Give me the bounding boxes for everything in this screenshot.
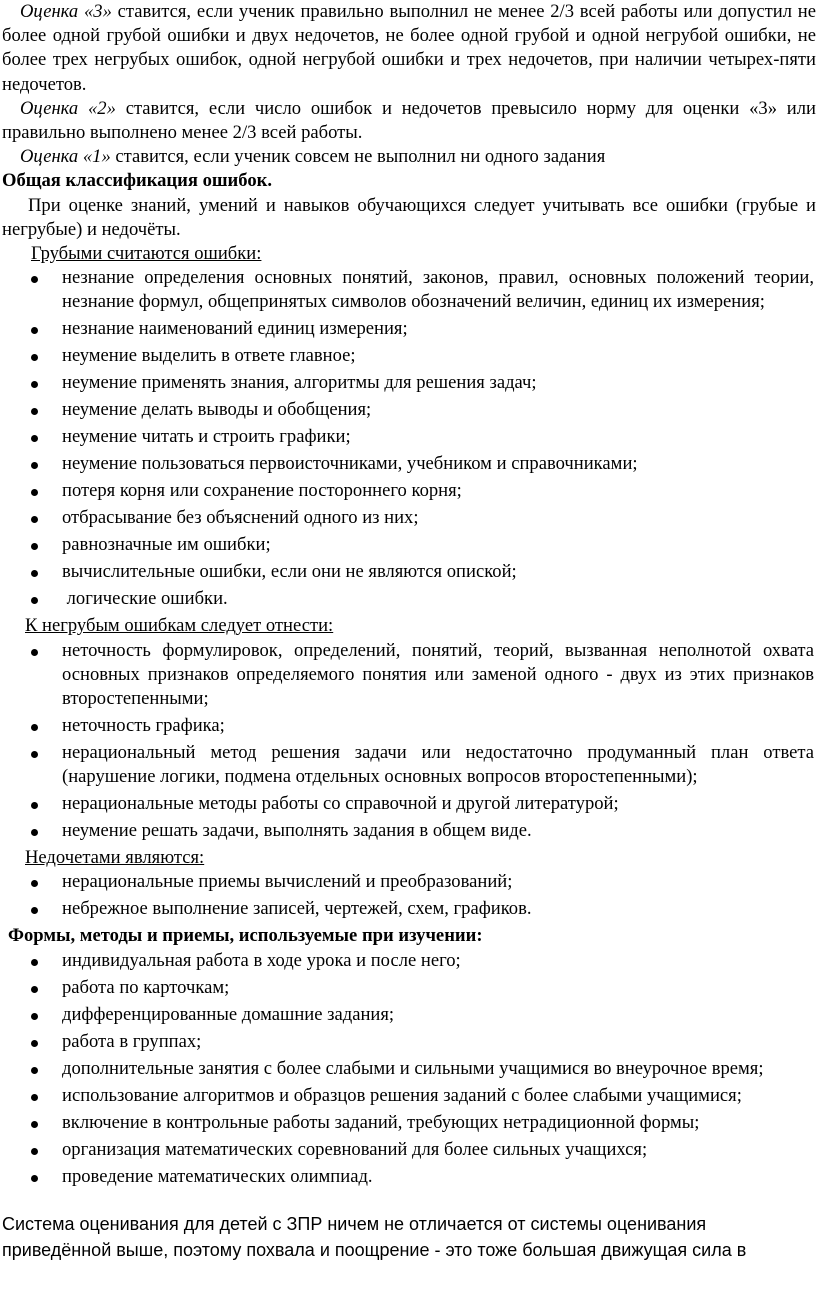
list-item	[2, 1165, 816, 1189]
bullet-icon	[31, 570, 38, 577]
flaws-title: Недочетами являются:	[25, 847, 205, 869]
bullet-icon	[31, 802, 38, 809]
list-item	[2, 1003, 816, 1027]
bullet-icon	[31, 354, 38, 361]
bullet-icon	[31, 649, 38, 656]
list-item	[2, 897, 816, 921]
grade-1-paragraph	[2, 145, 816, 169]
list-item	[2, 371, 816, 395]
bullet-icon	[31, 1040, 38, 1047]
list-item	[2, 266, 816, 314]
bullet-icon	[31, 751, 38, 758]
methods-heading: Формы, методы и приемы, используемые при изучении:	[8, 925, 483, 947]
list-item	[2, 1084, 816, 1108]
closing-paragraph: Система оценивания для детей с ЗПР ничем не отличается от системы оценивания приведённой выше, поэтому похвала и поощрение - это тоже большая движущая сила в	[2, 1213, 747, 1260]
flaws-title-row	[2, 846, 816, 870]
bullet-icon	[31, 986, 38, 993]
list-item-text: небрежное выполнение записей, чертежей, схем, графиков.	[62, 898, 532, 920]
bullet-icon	[31, 1148, 38, 1155]
minor-errors-title: К негрубым ошибкам следует отнести:	[25, 615, 334, 637]
list-item	[2, 639, 816, 712]
grade-text: ставится, если ученик совсем не выполнил ни одного задания	[110, 146, 606, 168]
list-item-text: незнание определения основных понятий, законов, правил, основных положений теории, незнание формул, общепринятых символов обозначений величин, единиц их измерения;	[62, 267, 814, 313]
list-item-text: неточность формулировок, определений, понятий, теорий, вызванная неполнотой охвата основных признаков определяемого понятия или заменой одного - двух из этих признаков второстепенными;	[62, 639, 814, 710]
grade-label: Оценка «3»	[20, 1, 112, 22]
list-item	[2, 479, 816, 503]
list-item-text: неумение решать задачи, выполнять задания в общем виде.	[62, 820, 532, 842]
list-item	[2, 741, 816, 789]
list-item	[2, 398, 816, 422]
list-item	[2, 1030, 816, 1054]
grade-label: Оценка «2»	[20, 97, 116, 119]
list-item	[2, 452, 816, 476]
list-item-text: нерациональные методы работы со справочной и другой литературой;	[62, 793, 619, 815]
grade-text: ставится, если число ошибок и недочетов превысило норму для оценки «3» или правильно выполнено менее 2/3 всей работы.	[2, 97, 816, 144]
grade-label: Оценка «1»	[20, 146, 111, 168]
bullet-icon	[31, 489, 38, 496]
list-item-text: равнозначные им ошибки;	[62, 534, 271, 556]
list-item-text: неумение применять знания, алгоритмы для решения задач;	[62, 372, 537, 394]
list-item-text: неумение читать и строить графики;	[62, 426, 351, 448]
methods-list	[2, 949, 816, 1189]
list-item	[2, 425, 816, 449]
list-item	[2, 949, 816, 973]
list-item-text: использование алгоритмов и образцов решения заданий с более слабыми учащимися;	[62, 1084, 742, 1106]
list-item	[2, 1138, 816, 1162]
bullet-icon	[31, 880, 38, 887]
bullet-icon	[31, 1094, 38, 1101]
minor-errors-list	[2, 639, 816, 844]
list-item	[2, 819, 816, 843]
gross-errors-title-row	[2, 242, 816, 266]
list-item	[2, 587, 816, 611]
list-item-text: неумение пользоваться первоисточниками, учебником и справочниками;	[62, 453, 638, 475]
bullet-icon	[31, 408, 38, 415]
bullet-icon	[31, 1175, 38, 1182]
grade-2-paragraph	[2, 97, 816, 145]
list-item	[2, 560, 816, 584]
list-item-text: неточность графика;	[62, 715, 225, 737]
gross-errors-title: Грубыми считаются ошибки:	[31, 243, 262, 265]
bullet-icon	[31, 276, 38, 283]
flaws-list	[2, 870, 816, 921]
bullet-icon	[31, 381, 38, 388]
bullet-icon	[31, 959, 38, 966]
list-item-text: логические ошибки.	[62, 588, 228, 610]
list-item	[2, 870, 816, 894]
bullet-icon	[31, 1067, 38, 1074]
bullet-icon	[31, 435, 38, 442]
classification-heading: Общая классификация ошибок.	[2, 170, 272, 192]
bullet-icon	[31, 327, 38, 334]
gross-errors-list	[2, 266, 816, 611]
bullet-icon	[31, 907, 38, 914]
bullet-icon	[31, 829, 38, 836]
list-item-text: нерациональный метод решения задачи или недостаточно продуманный план ответа (нарушение логики, подмена отдельных основных вопросов второстепенными);	[62, 742, 814, 788]
list-item	[2, 506, 816, 530]
list-item-text: работа в группах;	[62, 1030, 202, 1052]
bullet-icon	[31, 516, 38, 523]
bullet-icon	[31, 597, 38, 604]
list-item-text: незнание наименований единиц измерения;	[62, 318, 408, 340]
grade-text: ставится, если ученик правильно выполнил не менее 2/3 всей работы или допустил не более одной грубой ошибки и двух недочетов, не более одной грубой и одной негрубой ошибки, не более трех негрубых ошибок, одной негрубой ошибки и трех недочетов, при наличии четырех-пяти недочетов.	[2, 1, 816, 95]
minor-errors-title-row	[2, 614, 816, 638]
list-item-text: включение в контрольные работы заданий, требующих нетрадиционной формы;	[62, 1111, 700, 1133]
list-item-text: неумение выделить в ответе главное;	[62, 345, 356, 367]
list-item-text: неумение делать выводы и обобщения;	[62, 399, 372, 421]
list-item	[2, 792, 816, 816]
classification-intro: При оценке знаний, умений и навыков обучающихся следует учитывать все ошибки (грубые и негрубые) и недочёты.	[2, 194, 816, 240]
list-item	[2, 976, 816, 1000]
list-item-text: организация математических соревнований для более сильных учащихся;	[62, 1138, 648, 1160]
list-item-text: индивидуальная работа в ходе урока и после него;	[62, 949, 461, 971]
bullet-icon	[31, 1121, 38, 1128]
bullet-icon	[31, 543, 38, 550]
list-item-text: дополнительные занятия с более слабыми и сильными учащимися во внеурочное время;	[62, 1057, 764, 1079]
list-item	[2, 344, 816, 368]
list-item-text: нерациональные приемы вычислений и преобразований;	[62, 871, 513, 893]
list-item	[2, 714, 816, 738]
bullet-icon	[31, 724, 38, 731]
list-item	[2, 1111, 816, 1135]
list-item-text: дифференцированные домашние задания;	[62, 1003, 395, 1025]
bullet-icon	[31, 1013, 38, 1020]
grade-3-paragraph	[2, 0, 816, 97]
list-item-text: работа по карточкам;	[62, 976, 230, 998]
list-item-text: вычислительные ошибки, если они не являются опиской;	[62, 561, 517, 583]
list-item	[2, 1057, 816, 1081]
list-item-text: потеря корня или сохранение постороннего корня;	[62, 480, 462, 502]
list-item-text: проведение математических олимпиад.	[62, 1165, 373, 1187]
bullet-icon	[31, 462, 38, 469]
list-item	[2, 317, 816, 341]
list-item-text: отбрасывание без объяснений одного из них;	[62, 507, 419, 529]
list-item	[2, 533, 816, 557]
